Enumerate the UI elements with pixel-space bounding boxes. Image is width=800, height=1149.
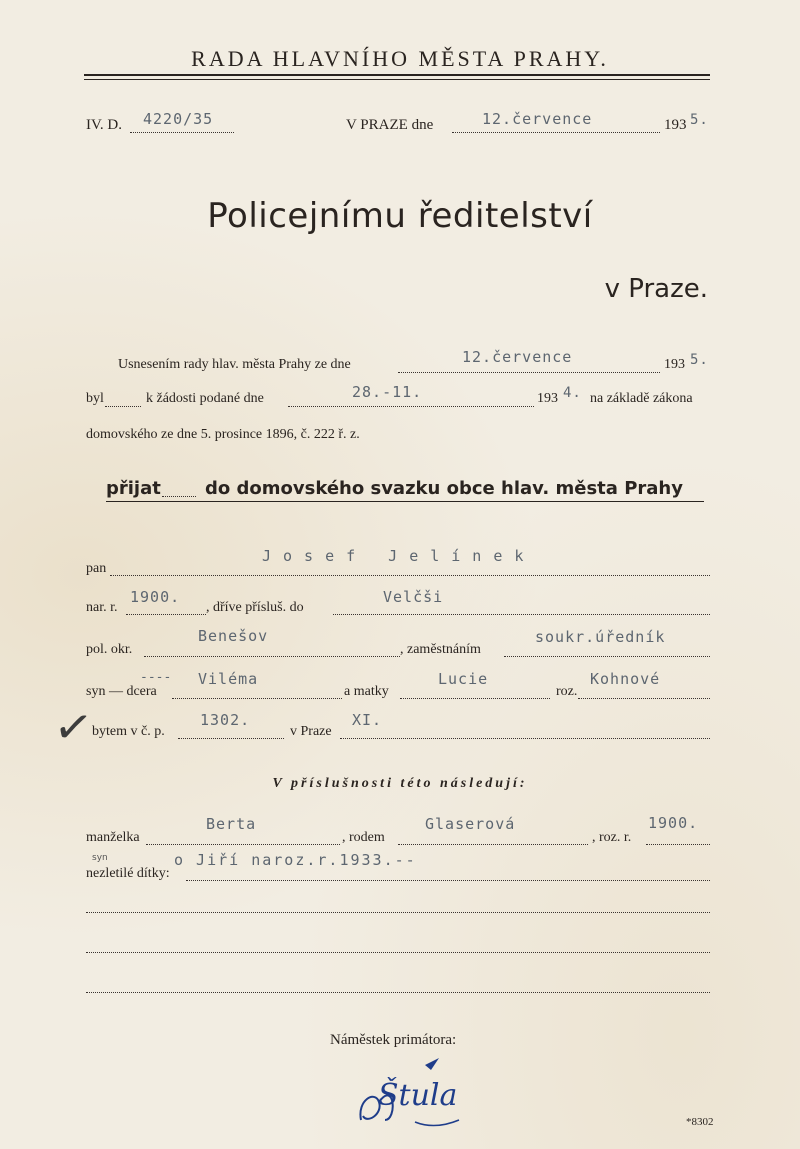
addressee-city: v Praze. (604, 274, 708, 304)
resolution-year-suffix: 5. (690, 352, 709, 368)
children-line-2 (86, 912, 710, 913)
year-prefix: 193 (664, 117, 687, 133)
law-reference: domovského ze dne 5. prosince 1896, č. 222 ř. z. (86, 427, 360, 442)
byl-line (105, 406, 141, 407)
house-number: 1302. (200, 711, 251, 729)
addressee-title: Policejnímu ředitelství (207, 196, 593, 236)
dependents-heading: V příslušnosti této následují: (272, 776, 528, 791)
date-label: V PRAZE dne (346, 117, 434, 133)
mother-label: a matky (344, 684, 389, 699)
district-value: Benešov (198, 627, 269, 645)
occupation-value: soukr.úředník (535, 628, 666, 646)
resolution-date-line (398, 372, 660, 373)
ref-number-line (130, 132, 234, 133)
date-line (452, 132, 660, 133)
signature-text: Štula (378, 1078, 458, 1113)
request-date: 28.-11. (352, 383, 423, 401)
wife-birth-line (646, 844, 710, 845)
ref-date: 12.července (482, 110, 593, 128)
residence-label: bytem v č. p. (92, 724, 165, 739)
born-as-label: , rodem (342, 830, 385, 845)
children-label: nezletilé dítky: (86, 866, 170, 881)
father-name: Viléma (198, 670, 259, 688)
birth-label: nar. r. (86, 600, 118, 615)
resolution-date: 12.července (462, 348, 573, 366)
residence-line (178, 738, 284, 739)
dependents-heading-row (0, 772, 800, 792)
prague-label: v Praze (290, 724, 332, 739)
son-daughter-strike: ---- (140, 670, 172, 685)
children-line-3 (86, 952, 710, 953)
children-note: syn (92, 853, 108, 863)
previous-line (333, 614, 710, 615)
name-line (110, 575, 710, 576)
person-name: Josef Jelínek (262, 547, 536, 565)
maiden-label: roz. (556, 684, 578, 699)
wife-name-line (146, 844, 340, 845)
maiden-line (578, 698, 710, 699)
admission-verb: přijat (106, 478, 161, 499)
check-mark: ✓ (50, 697, 97, 757)
resolution-year-prefix: 193 (664, 357, 685, 372)
prague-district-line (340, 738, 710, 739)
request-date-line (288, 406, 534, 407)
mother-maiden-name: Kohnové (590, 670, 661, 688)
mother-name: Lucie (438, 670, 489, 688)
previous-label: , dříve přísluš. do (206, 600, 304, 615)
law-basis-text: na základě zákona (590, 391, 693, 406)
form-number: *8302 (686, 1116, 714, 1128)
occupation-line (504, 656, 710, 657)
district-label: pol. okr. (86, 642, 133, 657)
birth-year: 1900. (130, 588, 181, 606)
mother-line (400, 698, 550, 699)
ref-number: 4220/35 (143, 110, 214, 128)
header-rule-thin (84, 79, 710, 80)
request-year-suffix: 4. (563, 385, 582, 401)
ref-prefix: IV. D. (86, 117, 122, 133)
children-line-1 (186, 880, 710, 881)
wife-birth-label: , roz. r. (592, 830, 632, 845)
wife-label: manželka (86, 830, 140, 845)
request-text: k žádosti podané dne (146, 391, 264, 406)
wife-maiden-name: Glaserová (425, 815, 516, 833)
son-daughter-label: syn — dcera (86, 684, 157, 699)
wife-birth-year: 1900. (648, 814, 699, 832)
father-line (172, 698, 342, 699)
pan-label: pan (86, 561, 107, 576)
header-rule-thick (84, 74, 710, 76)
children-line-4 (86, 992, 710, 993)
byl-label: byl (86, 391, 104, 406)
admission-text: do domovského svazku obce hlav. města Prahy (205, 478, 683, 499)
previous-place: Velčši (383, 588, 444, 606)
wife-maiden-line (398, 844, 588, 845)
admission-underline (106, 501, 704, 502)
birth-line (126, 614, 206, 615)
prague-district: XI. (352, 711, 383, 729)
children-value: o Jiří naroz.r.1933.-- (174, 851, 417, 869)
admission-verb-line (162, 496, 196, 497)
district-line (144, 656, 400, 657)
year-suffix: 5. (690, 112, 709, 128)
signatory-title: Náměstek primátora: (330, 1032, 457, 1048)
issuer-title: RADA HLAVNÍHO MĚSTA PRAHY. (191, 46, 609, 71)
wife-name: Berta (206, 815, 257, 833)
occupation-label: , zaměstnáním (400, 642, 481, 657)
resolution-text-1: Usnesením rady hlav. města Prahy ze dne (118, 357, 351, 372)
request-year-prefix: 193 (537, 391, 558, 406)
